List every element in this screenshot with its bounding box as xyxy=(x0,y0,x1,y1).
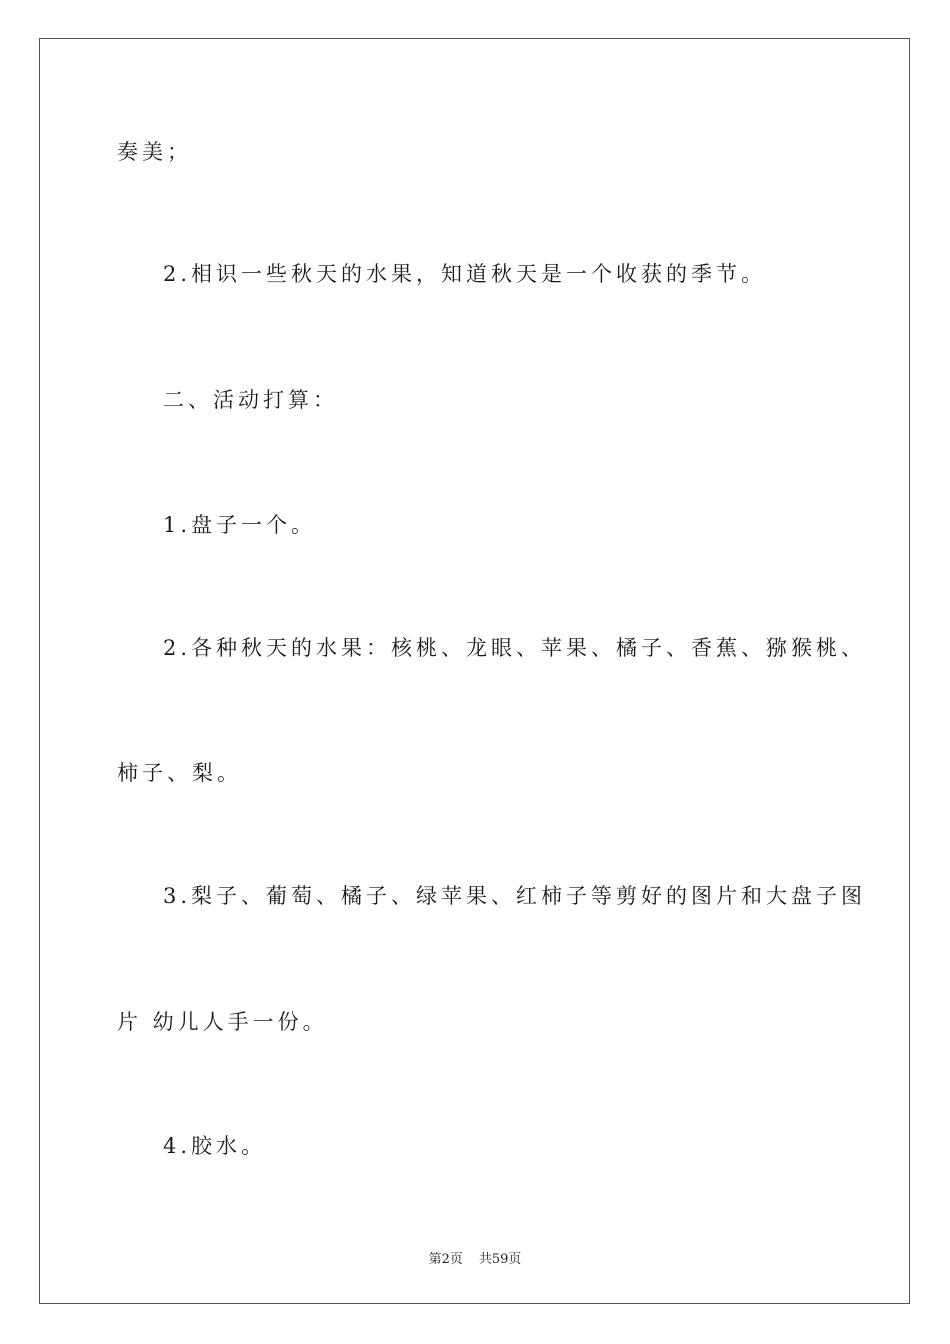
text-line-9: 4.胶水。 xyxy=(163,1134,267,1158)
page-footer xyxy=(0,1248,950,1267)
text-line-1: 奏美； xyxy=(117,140,192,164)
text-line-4: 1.盘子一个。 xyxy=(163,513,317,537)
text-line-8: 片 幼儿人手一份。 xyxy=(117,1010,328,1034)
section-heading: 二、活动打算： xyxy=(163,388,338,412)
page-border xyxy=(39,38,910,1304)
text-line-7: 3.梨子、葡萄、橘子、绿苹果、红柿子等剪好的图片和大盘子图 xyxy=(163,884,867,908)
page-total: 共59页 xyxy=(478,1252,522,1267)
text-line-2: 2.相识一些秋天的水果，知道秋天是一个收获的季节。 xyxy=(163,262,767,286)
text-line-5: 2.各种秋天的水果：核桃、龙眼、苹果、橘子、香蕉、猕猴桃、 xyxy=(163,636,867,660)
page-number: 第2页 xyxy=(428,1252,463,1267)
text-line-6: 柿子、梨。 xyxy=(117,761,242,785)
